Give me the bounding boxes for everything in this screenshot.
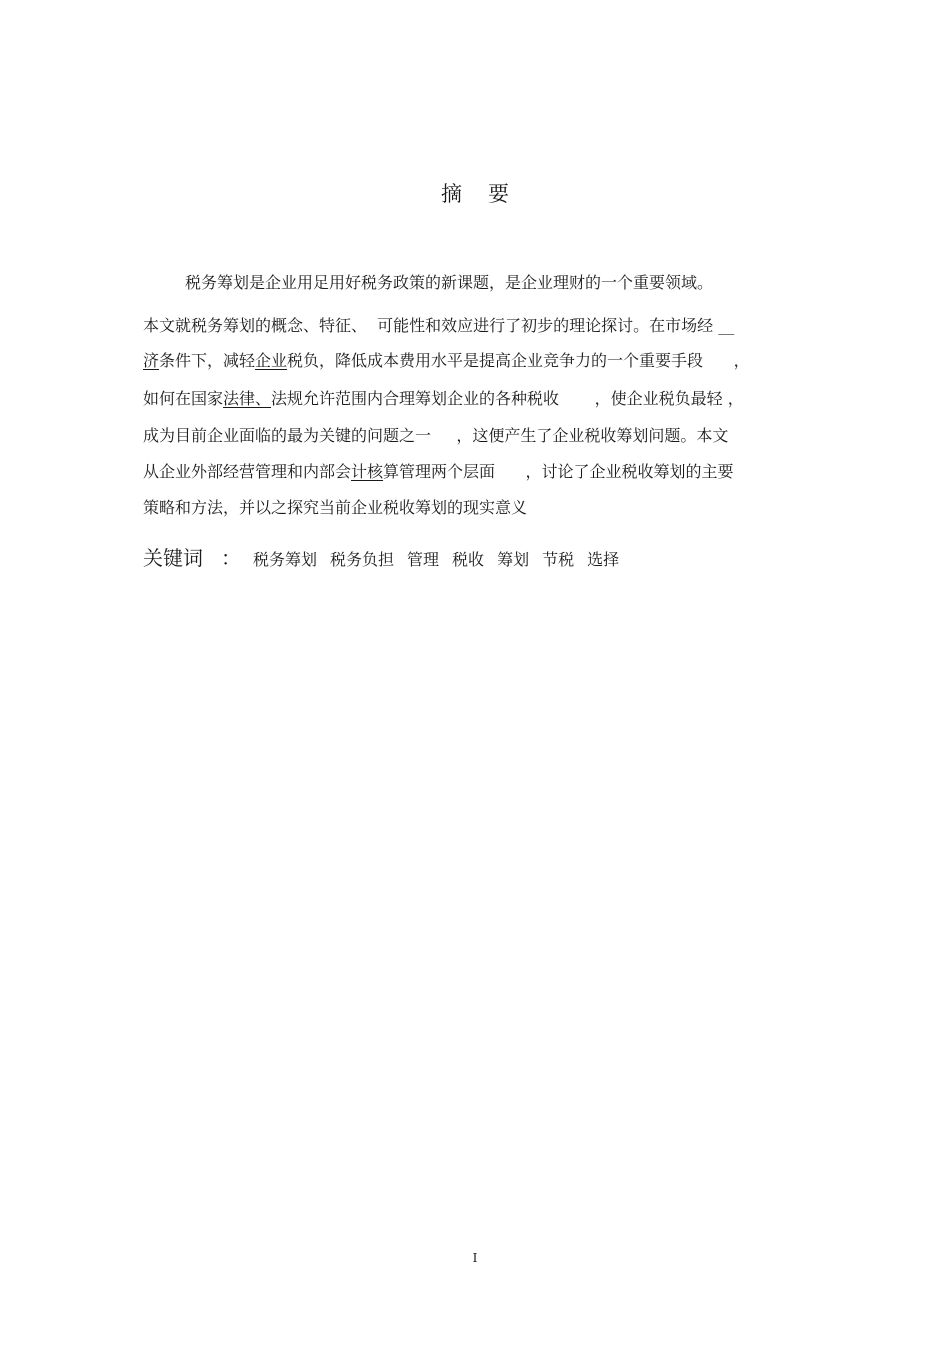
keywords-list <box>253 550 632 569</box>
text-segment: 算管理两个层面 ，讨论了企业税收筹划的主要 <box>383 462 734 481</box>
abstract-line <box>143 351 750 371</box>
underlined-text: 企业 <box>255 351 288 370</box>
text-segment: 从企业外部经营管理和内部会 <box>143 462 352 481</box>
keyword-item: 筹划 <box>497 550 530 569</box>
abstract-line <box>143 316 734 336</box>
abstract-line <box>185 273 713 293</box>
page-number: I <box>472 1251 478 1265</box>
keywords-colon: ： <box>221 546 241 570</box>
abstract-line <box>143 389 744 409</box>
underlined-text: 法律、 <box>223 389 272 408</box>
abstract-title-char-2: 要 <box>488 182 509 206</box>
text-segment: 如何在国家 <box>143 389 224 408</box>
keywords-row <box>143 542 632 571</box>
keywords-label: 关键词 <box>143 546 203 570</box>
keyword-item: 节税 <box>542 550 575 569</box>
underlined-text: 计核 <box>351 462 384 481</box>
text-segment: 税负，降低成本费用水平是提高企业竞争力的一个重要手段 ， <box>287 351 750 370</box>
text-segment: __ <box>718 316 735 335</box>
abstract-line <box>143 462 734 482</box>
text-segment: 策略和方法，并以之探究当前企业税收筹划的现实意义 <box>143 498 528 517</box>
abstract-title-char-1: 摘 <box>441 182 462 206</box>
keyword-item: 税务负担 <box>330 550 395 569</box>
underlined-text: 济 <box>143 351 160 370</box>
keyword-item: 税务筹划 <box>253 550 318 569</box>
text-segment: 本文就税务筹划的概念、特征、 可能性和效应进行了初步的理论探讨。在市场经 <box>143 316 719 335</box>
text-segment: 法规允许范围内合理筹划企业的各种税收 ，使企业税负最轻 ， <box>271 389 744 408</box>
keyword-item: 选择 <box>587 550 620 569</box>
text-segment: 成为目前企业面临的最为关键的问题之一 ，这便产生了企业税收筹划问题。本文 <box>143 426 729 445</box>
keyword-item: 管理 <box>407 550 440 569</box>
abstract-line <box>143 426 728 446</box>
text-segment: 税务筹划是企业用足用好税务政策的新课题，是企业理财的一个重要领域。 <box>185 273 714 292</box>
abstract-title <box>0 178 950 208</box>
keyword-item: 税收 <box>452 550 485 569</box>
text-segment: 条件下，减轻 <box>159 351 256 370</box>
abstract-line <box>143 498 527 518</box>
